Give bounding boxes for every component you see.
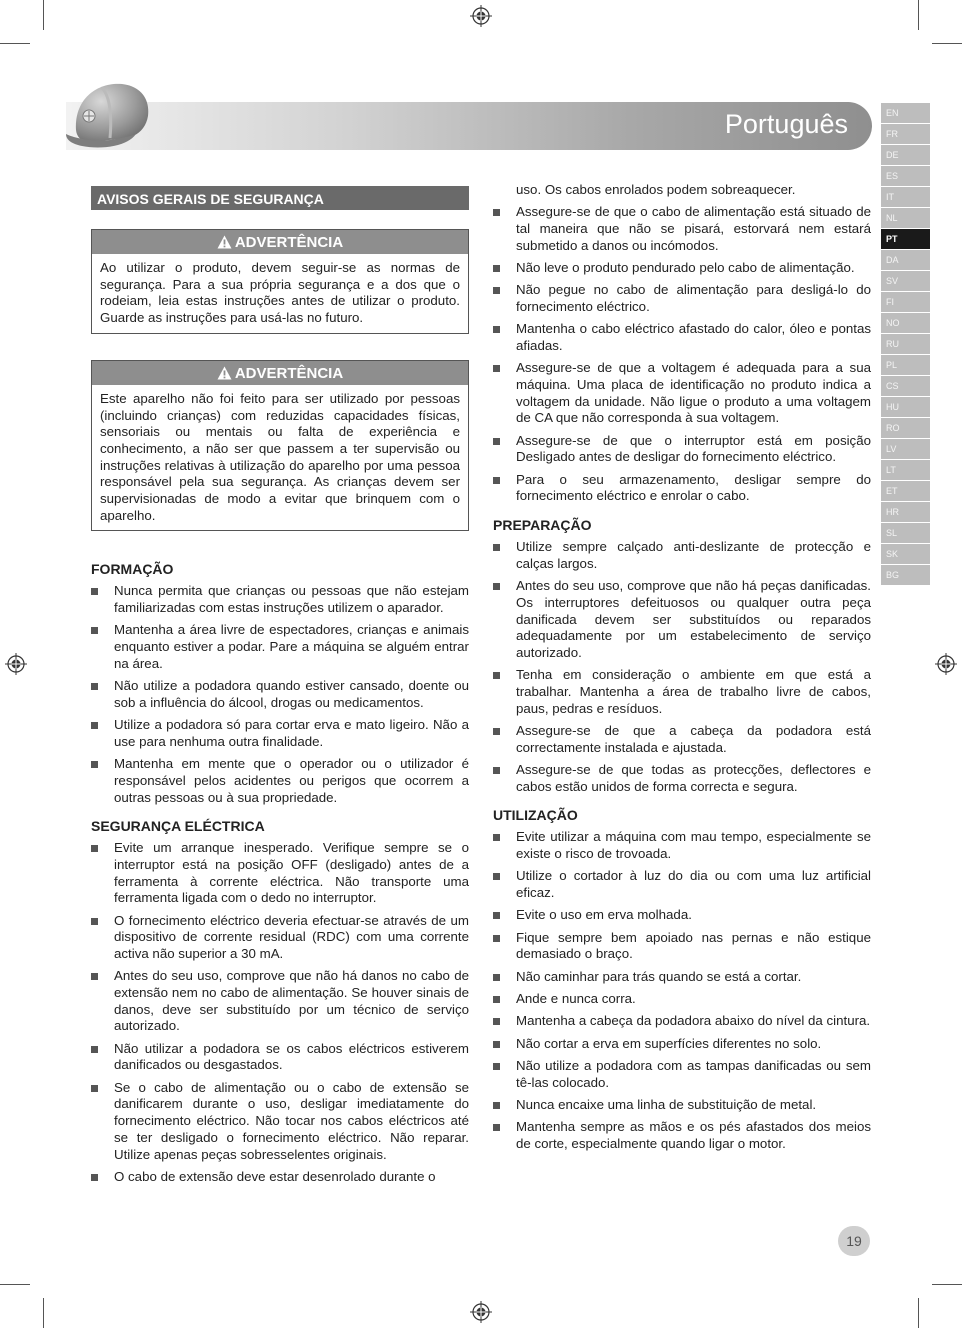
list-item bbox=[91, 622, 469, 672]
crop-mark bbox=[918, 1298, 919, 1328]
list-item bbox=[493, 1036, 871, 1053]
registration-mark-icon bbox=[470, 5, 492, 27]
bullet-square-icon bbox=[493, 1063, 500, 1070]
bullet-square-icon bbox=[493, 1041, 500, 1048]
list-item bbox=[493, 991, 871, 1008]
list-item-text: Antes do seu uso, comprove que não há danos no cabo de extensão nem no cabo de alimentação. Se houver sinais de danos, deve ser substituído por um técnico de serviço autorizado. bbox=[114, 968, 469, 1034]
bullet-square-icon bbox=[493, 209, 500, 216]
list-item-text: Não pegue no cabo de alimentação para desligá-lo do fornecimento eléctrico. bbox=[516, 282, 871, 314]
bullet-square-icon bbox=[493, 974, 500, 981]
bullet-square-icon bbox=[493, 873, 500, 880]
language-tabs bbox=[881, 103, 930, 586]
bullet-square-icon bbox=[91, 918, 98, 925]
list-item-text: Mantenha a cabeça da podadora abaixo do nível da cintura. bbox=[516, 1013, 871, 1029]
seguranca-list bbox=[91, 840, 469, 1185]
language-tab-nl[interactable]: NL bbox=[881, 208, 930, 228]
language-tab-cs[interactable]: CS bbox=[881, 376, 930, 396]
language-tab-fi[interactable]: FI bbox=[881, 292, 930, 312]
warning-box bbox=[91, 229, 469, 334]
bullet-square-icon bbox=[493, 728, 500, 735]
list-item-text: Assegure-se de que o interruptor está em posição Desligado antes de desligar do fornecimento eléctrico. bbox=[516, 432, 871, 465]
list-item-text: O cabo de extensão deve estar desenrolado durante o bbox=[114, 1168, 436, 1184]
list-item-text: Não utilize a podadora quando estiver cansado, doente ou sob a influência do álcool, drogas ou medicamentos. bbox=[114, 678, 469, 710]
list-item bbox=[91, 717, 469, 750]
list-item-text: Mantenha o cabo eléctrico afastado do calor, óleo e pontas afiadas. bbox=[516, 321, 871, 353]
bullet-square-icon bbox=[493, 912, 500, 919]
bullet-square-icon bbox=[493, 1102, 500, 1109]
list-item-text: Mantenha a área livre de espectadores, crianças e animais enquanto estiver a podar. Pare a máquina se alguém entrar na área. bbox=[114, 622, 469, 671]
bullet-square-icon bbox=[91, 722, 98, 729]
list-item bbox=[493, 907, 871, 924]
language-tab-pt[interactable]: PT bbox=[881, 229, 930, 249]
bullet-square-icon bbox=[91, 761, 98, 768]
list-item-text: Nunca encaixe uma linha de substituição de metal. bbox=[516, 1096, 817, 1112]
bullet-square-icon bbox=[493, 1124, 500, 1131]
bullet-square-icon bbox=[91, 1046, 98, 1053]
registration-mark-icon bbox=[470, 1301, 492, 1323]
preparacao-list bbox=[493, 539, 871, 795]
language-tab-da[interactable]: DA bbox=[881, 250, 930, 270]
safety-helmet-icon bbox=[62, 76, 162, 154]
language-tab-bg[interactable]: BG bbox=[881, 565, 930, 585]
right-column bbox=[493, 182, 871, 1158]
formacao-list bbox=[91, 583, 469, 806]
list-item bbox=[91, 678, 469, 711]
warning-triangle-icon bbox=[217, 235, 232, 249]
bullet-square-icon bbox=[493, 265, 500, 272]
language-tab-sk[interactable]: SK bbox=[881, 544, 930, 564]
list-item-text: Não utilize a podadora com as tampas danificadas ou sem tê-las colocado. bbox=[516, 1057, 871, 1090]
language-tab-sl[interactable]: SL bbox=[881, 523, 930, 543]
bullet-square-icon bbox=[493, 996, 500, 1003]
language-tab-hu[interactable]: HU bbox=[881, 397, 930, 417]
language-tab-et[interactable]: ET bbox=[881, 481, 930, 501]
list-item-text: Ande e nunca corra. bbox=[516, 990, 636, 1006]
list-item-text: Fique sempre bem apoiado nas pernas e não estique demasiado o braço. bbox=[516, 929, 871, 962]
crop-mark bbox=[918, 0, 919, 30]
warning-header bbox=[92, 230, 468, 254]
list-item-text: Mantenha em mente que o operador ou o utilizador é responsável pelos acidentes ou perigos que ocorrem a outras pessoas ou à sua propriedade. bbox=[114, 756, 469, 805]
list-item-text: Não cortar a erva em superfícies diferentes no solo. bbox=[516, 1035, 822, 1051]
language-tab-de[interactable]: DE bbox=[881, 145, 930, 165]
language-tab-ru[interactable]: RU bbox=[881, 334, 930, 354]
list-item-text: Não leve o produto pendurado pelo cabo de alimentação. bbox=[516, 260, 855, 275]
language-tab-ro[interactable]: RO bbox=[881, 418, 930, 438]
language-tab-es[interactable]: ES bbox=[881, 166, 930, 186]
list-item bbox=[91, 968, 469, 1035]
bullet-square-icon bbox=[493, 672, 500, 679]
list-item bbox=[493, 472, 871, 505]
crop-mark bbox=[0, 43, 30, 44]
language-tab-en[interactable]: EN bbox=[881, 103, 930, 123]
list-item-text: Evite um arranque inesperado. Verifique sempre se o interruptor está na posição OFF (desligado) antes de a ferramenta à corrente eléctrica. Não transporte uma ferramenta ligada com o dedo no interruptor. bbox=[114, 840, 469, 906]
list-item bbox=[91, 1169, 469, 1186]
registration-mark-icon bbox=[935, 653, 957, 675]
list-item bbox=[493, 282, 871, 315]
list-item bbox=[493, 360, 871, 427]
left-column bbox=[91, 186, 469, 1191]
bullet-square-icon bbox=[91, 1085, 98, 1092]
heading-preparacao: PREPARAÇÃO bbox=[493, 517, 592, 534]
bullet-square-icon bbox=[493, 1018, 500, 1025]
list-item bbox=[91, 913, 469, 963]
bullet-square-icon bbox=[91, 845, 98, 852]
list-item bbox=[91, 840, 469, 907]
list-item-text: Antes do seu uso, comprove que não há peças danificadas. Os interruptores defeituosos ou qualquer outra peça danificada devem ser substituídos ou reparados adequadamente por um estabelecimento de serviço autorizado. bbox=[516, 578, 871, 660]
continuation-text: uso. Os cabos enrolados podem sobreaquecer. bbox=[516, 182, 796, 197]
list-item-text: Nunca permita que crianças ou pessoas que não estejam familiarizadas com estas instruções utilizem o aparador. bbox=[114, 583, 469, 616]
warning-header bbox=[92, 361, 468, 385]
list-item bbox=[493, 1013, 871, 1030]
page-number: 19 bbox=[838, 1226, 870, 1256]
list-item bbox=[493, 868, 871, 901]
warning-box bbox=[91, 360, 469, 532]
bullet-square-icon bbox=[493, 583, 500, 590]
list-item-text: Evite o uso em erva molhada. bbox=[516, 907, 692, 923]
bullet-square-icon bbox=[493, 287, 500, 294]
list-item bbox=[91, 583, 469, 616]
crop-mark bbox=[43, 1298, 44, 1328]
list-item-text: Evite utilizar a máquina com mau tempo, especialmente se existe o risco de trovoada. bbox=[516, 829, 871, 862]
list-item-text: Mantenha sempre as mãos e os pés afastados dos meios de corte, especialmente quando ligar o motor. bbox=[516, 1119, 871, 1151]
list-item bbox=[493, 321, 871, 354]
bullet-square-icon bbox=[91, 973, 98, 980]
crop-mark bbox=[932, 1284, 962, 1285]
bullet-square-icon bbox=[493, 326, 500, 333]
list-item-text: Tenha em consideração o ambiente em que está a trabalhar. Mantenha a área de trabalho livre de cabos, paus, pedras e resíduos. bbox=[516, 667, 871, 716]
list-item-text: Assegure-se de que a cabeça da podadora está correctamente instalada e ajustada. bbox=[516, 722, 871, 755]
list-item-text: Assegure-se de que a voltagem é adequada para a sua máquina. Uma placa de identificação no produto indica a voltagem da unidade. Não ligue o produto a uma voltagem de CA que não corresponda à sua voltagem. bbox=[516, 360, 871, 426]
list-item-text: Se o cabo de alimentação ou o cabo de extensão se danificarem durante o uso, desligar imediatamente do fornecimento eléctrico. Não tocar nos cabos eléctricos até se ter desligado o fornecimento eléctrico. Não reparar. Utilize apenas peças sobresselentes originais. bbox=[114, 1079, 469, 1162]
crop-mark bbox=[0, 1284, 30, 1285]
list-item bbox=[493, 829, 871, 862]
list-item bbox=[91, 1041, 469, 1074]
list-item bbox=[493, 1119, 871, 1152]
section-title: AVISOS GERAIS DE SEGURANÇA bbox=[91, 186, 469, 210]
bullet-square-icon bbox=[91, 1174, 98, 1181]
list-item-text: Para o seu armazenamento, desligar sempre do fornecimento eléctrico e enrolar o cabo. bbox=[516, 471, 871, 504]
bullet-square-icon bbox=[493, 438, 500, 445]
bullet-square-icon bbox=[493, 365, 500, 372]
language-tab-sv[interactable]: SV bbox=[881, 271, 930, 291]
list-item bbox=[91, 756, 469, 806]
registration-mark-icon bbox=[5, 653, 27, 675]
language-tab-no[interactable]: NO bbox=[881, 313, 930, 333]
language-tab-pl[interactable]: PL bbox=[881, 355, 930, 375]
header-banner bbox=[66, 102, 872, 150]
bullet-square-icon bbox=[91, 588, 98, 595]
language-tab-hr[interactable]: HR bbox=[881, 502, 930, 522]
warning-text: Ao utilizar o produto, devem seguir-se as normas de segurança. Para a sua própria segurança e a dos que o rodeiam, leia estas instruções antes de utilizar o produto. Guarde as instruções para usá-las no futuro. bbox=[100, 260, 460, 326]
list-item bbox=[493, 969, 871, 986]
warning-triangle-icon bbox=[217, 366, 232, 380]
page-title: Português bbox=[724, 109, 848, 139]
language-tab-lv[interactable]: LV bbox=[881, 439, 930, 459]
list-item-text: Assegure-se de que todas as protecções, deflectores e cabos estão unidos de forma correcta e segura. bbox=[516, 761, 871, 794]
crop-mark bbox=[932, 43, 962, 44]
bullet-square-icon bbox=[493, 544, 500, 551]
list-item-text: Não caminhar para trás quando se está a cortar. bbox=[516, 968, 802, 984]
list-item-text: Assegure-se de que o cabo de alimentação está situado de tal maneira que não se pisará, estorvará nem estará submetido a danos ou incómodos. bbox=[516, 204, 871, 253]
list-item-text: Utilize sempre calçado anti-deslizante de protecção e calças largos. bbox=[516, 539, 871, 571]
list-item bbox=[493, 1097, 871, 1114]
list-item bbox=[493, 539, 871, 572]
list-item bbox=[493, 578, 871, 662]
warning-text: Este aparelho não foi feito para ser utilizado por pessoas (incluindo crianças) com reduzidas capacidades físicas, sensoriais ou mentais ou falta de experiência e conhecimento, a não ser que passem a ter supervisão ou instruções relativas à utilização do aparelho por uma pessoa responsável pela sua segurança. As crianças devem ser supervisionadas de modo a evitar que brinquem com o aparelho. bbox=[100, 390, 460, 523]
bullet-square-icon bbox=[493, 834, 500, 841]
language-tab-it[interactable]: IT bbox=[881, 187, 930, 207]
heading-seguranca-electrica: SEGURANÇA ELÉCTRICA bbox=[91, 818, 265, 835]
bullet-square-icon bbox=[493, 477, 500, 484]
crop-mark bbox=[43, 0, 44, 30]
language-tab-fr[interactable]: FR bbox=[881, 124, 930, 144]
list-item bbox=[493, 762, 871, 795]
list-item-text: Não utilizar a podadora se os cabos eléctricos estiverem danificados ou desgastados. bbox=[114, 1040, 469, 1073]
list-item bbox=[493, 930, 871, 963]
bullet-square-icon bbox=[91, 627, 98, 634]
seguranca-continued-list bbox=[493, 204, 871, 505]
list-item bbox=[493, 433, 871, 466]
list-item bbox=[493, 723, 871, 756]
bullet-square-icon bbox=[493, 767, 500, 774]
bullet-square-icon bbox=[493, 935, 500, 942]
list-item bbox=[493, 667, 871, 717]
heading-formacao: FORMAÇÃO bbox=[91, 561, 174, 578]
warning-title: ADVERTÊNCIA bbox=[234, 234, 344, 251]
language-tab-lt[interactable]: LT bbox=[881, 460, 930, 480]
list-item-text: O fornecimento eléctrico deveria efectuar-se através de um dispositivo de corrente residual (RDC) com uma corrente activa não superior a 30 mA. bbox=[114, 912, 469, 962]
list-item bbox=[493, 204, 871, 254]
list-item-text: Utilize a podadora só para cortar erva e mato ligeiro. Não a use para nenhuma outra finalidade. bbox=[114, 717, 469, 749]
bullet-square-icon bbox=[91, 683, 98, 690]
list-item bbox=[493, 260, 871, 277]
warning-title: ADVERTÊNCIA bbox=[234, 364, 344, 382]
utilizacao-list bbox=[493, 829, 871, 1152]
list-item-text: Utilize o cortador à luz do dia ou com uma luz artificial eficaz. bbox=[516, 868, 871, 901]
list-item bbox=[91, 1080, 469, 1164]
list-item bbox=[493, 1058, 871, 1091]
heading-utilizacao: UTILIZAÇÃO bbox=[493, 807, 578, 824]
